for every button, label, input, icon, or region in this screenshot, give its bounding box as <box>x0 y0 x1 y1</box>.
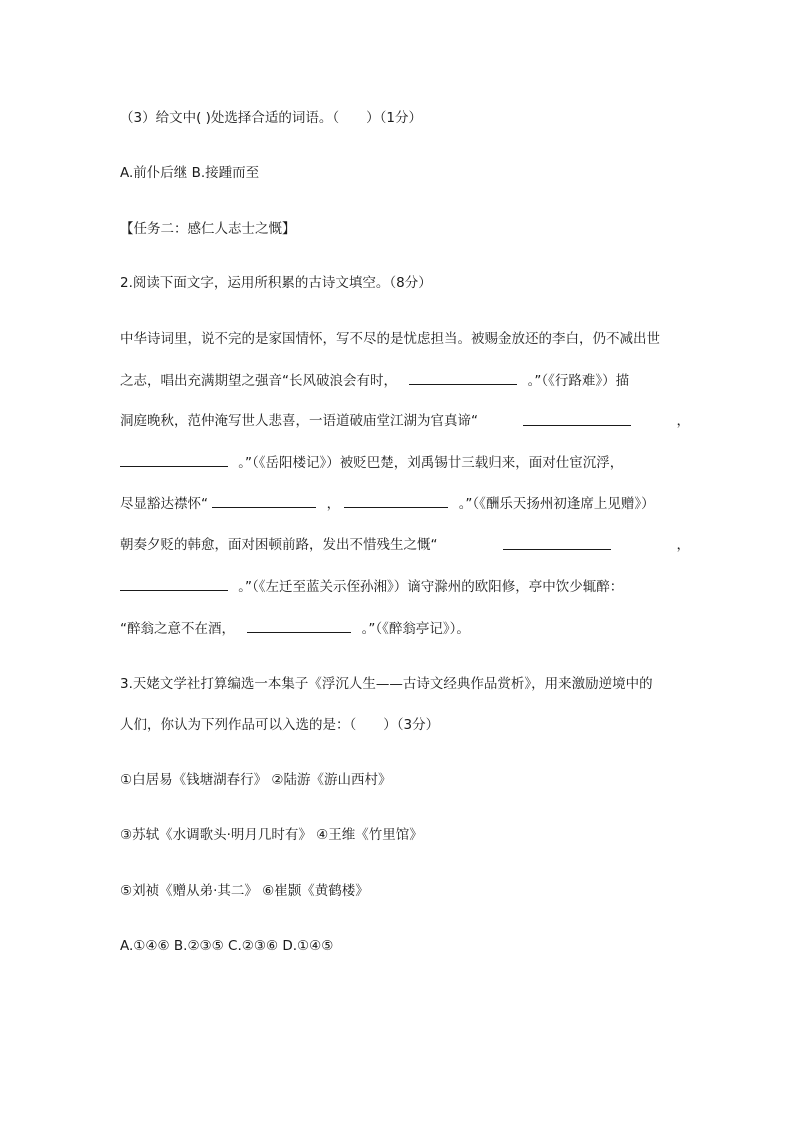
fill-blank-5[interactable] <box>344 493 448 508</box>
passage-text: 洞庭晚秋，范仲淹写世人悲喜，一语道破庙堂江湖为官真谛“ <box>120 413 478 429</box>
passage-text: 尽显豁达襟怀“ <box>120 496 208 512</box>
question-1-3-stem: （3）给文中( )处选择合适的词语。（ ）（1分） <box>120 110 423 126</box>
question-3-stem-1: 3.天姥文学社打算编选一本集子《浮沉人生——古诗文经典作品赏析》，用来激励逆境中的 <box>120 676 653 692</box>
passage-line-7 <box>120 576 690 597</box>
passage-line-5 <box>120 493 690 514</box>
passage-text: 。”（《醉翁亭记》）。 <box>361 621 470 637</box>
passage-line-1: 中华诗词里，说不完的是家国情怀，写不尽的是忧虑担当。被赐金放还的李白，仍不减出世 <box>120 331 660 347</box>
fill-blank-4[interactable] <box>212 493 316 508</box>
passage-text: ， <box>676 413 690 429</box>
fill-blank-2[interactable] <box>523 411 631 426</box>
question-3-items-3: ⑤刘祯《赠从弟·其二》 ⑥崔颢《黄鹤楼》 <box>120 883 369 899</box>
passage-line-2 <box>120 370 690 391</box>
passage-text: ， <box>676 537 690 553</box>
passage-text: 。”（《酬乐天扬州初逢席上见赠》） <box>458 496 655 512</box>
passage-line-3 <box>120 411 690 431</box>
passage-text: ， <box>326 496 341 512</box>
question-2-stem: 2.阅读下面文字，运用所积累的古诗文填空。（8分） <box>120 275 432 291</box>
fill-blank-7[interactable] <box>120 576 228 591</box>
fill-blank-3[interactable] <box>120 452 228 467</box>
task-2-heading: 【任务二：感仁人志士之慨】 <box>120 221 296 237</box>
passage-text: 。”（《行路难》）描 <box>527 373 630 389</box>
fill-blank-6[interactable] <box>503 535 611 550</box>
passage-line-6 <box>120 535 690 555</box>
fill-blank-8[interactable] <box>247 618 351 633</box>
question-1-3-options: A.前仆后继 B.接踵而至 <box>120 165 260 181</box>
fill-blank-1[interactable] <box>409 370 517 385</box>
passage-text: 。”（《左迁至蓝关示侄孙湘》）谪守滁州的欧阳修，亭中饮少辄醉： <box>238 579 624 595</box>
passage-line-8 <box>120 618 690 639</box>
question-3-items-2: ③苏轼《水调歌头·明月几时有》 ④王维《竹里馆》 <box>120 827 423 843</box>
passage-text: 。”（《岳阳楼记》）被贬巴楚，刘禹锡廿三载归来，面对仕宦沉浮， <box>238 455 624 471</box>
question-3-items-1: ①白居易《钱塘湖春行》 ②陆游《游山西村》 <box>120 772 392 788</box>
passage-text: 朝奏夕贬的韩愈，面对困顿前路，发出不惜残生之慨“ <box>120 537 438 553</box>
passage-text: 之志，唱出充满期望之强音“长风破浪会有时， <box>120 373 397 389</box>
passage-line-4 <box>120 452 690 473</box>
passage-text: “醉翁之意不在酒， <box>120 621 235 637</box>
question-3-options: A.①④⑥ B.②③⑤ C.②③⑥ D.①④⑤ <box>120 938 334 954</box>
question-3-stem-2: 人们，你认为下列作品可以入选的是：（ ）（3分） <box>120 717 440 733</box>
